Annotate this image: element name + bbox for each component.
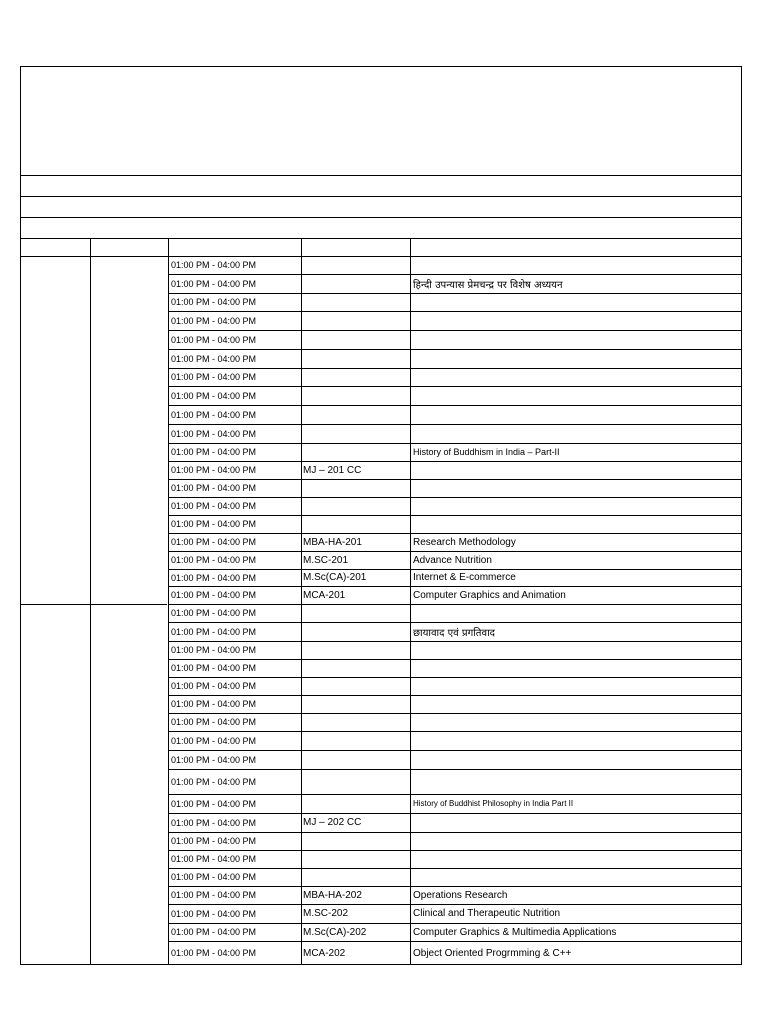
paper-code-cell [303, 750, 407, 769]
time-cell: 01:00 PM - 04:00 PM [171, 501, 257, 511]
table-row [169, 850, 741, 868]
paper-code-cell [303, 713, 407, 731]
table-row [169, 886, 741, 904]
subject-cell [413, 641, 737, 659]
table-row [169, 604, 741, 622]
time-cell: 01:00 PM - 04:00 PM [171, 278, 257, 289]
table-row [169, 677, 741, 695]
subject-cell: Research Methodology [413, 536, 516, 548]
subject-cell: History of Buddhist Philosophy in India Part II [413, 799, 574, 808]
header-divider [21, 217, 741, 218]
paper-code-cell: MBA-HA-202 [303, 889, 362, 901]
time-cell: 01:00 PM - 04:00 PM [171, 555, 257, 565]
paper-code-cell [303, 256, 407, 274]
time-cell: 01:00 PM - 04:00 PM [171, 519, 257, 529]
paper-code-cell [303, 659, 407, 677]
subject-cell [413, 479, 737, 497]
time-cell: 01:00 PM - 04:00 PM [171, 297, 257, 307]
time-cell: 01:00 PM - 04:00 PM [171, 590, 257, 600]
subject-cell [413, 461, 737, 479]
subject-cell [413, 386, 737, 405]
paper-code-cell [303, 641, 407, 659]
subject-cell: Computer Graphics & Multimedia Applications [413, 926, 617, 938]
subject-cell [413, 293, 737, 311]
time-cell: 01:00 PM - 04:00 PM [171, 626, 257, 637]
table-row [169, 695, 741, 713]
subject-cell [413, 731, 737, 750]
time-cell: 01:00 PM - 04:00 PM [171, 465, 257, 475]
paper-code-cell [303, 850, 407, 868]
paper-code-cell [303, 386, 407, 405]
subject-cell: हिन्दी उपन्यास प्रेमचन्द्र पर विशेष अध्ययन [413, 279, 563, 291]
subject-cell [413, 349, 737, 368]
table-row [169, 274, 741, 293]
subject-cell: Computer Graphics and Animation [413, 589, 566, 601]
time-cell: 01:00 PM - 04:00 PM [171, 927, 257, 937]
time-cell: 01:00 PM - 04:00 PM [171, 836, 257, 846]
table-row [169, 731, 741, 750]
subject-cell [413, 311, 737, 330]
paper-code-cell: MBA-HA-201 [303, 536, 362, 548]
table-row [169, 569, 741, 586]
paper-code-cell [303, 677, 407, 695]
header-divider [21, 238, 741, 239]
table-row [169, 659, 741, 677]
subject-cell: Advance Nutrition [413, 554, 492, 566]
header-divider [21, 175, 741, 176]
time-cell: 01:00 PM - 04:00 PM [171, 334, 257, 345]
table-row [169, 551, 741, 569]
time-cell: 01:00 PM - 04:00 PM [171, 260, 257, 270]
time-cell: 01:00 PM - 04:00 PM [171, 948, 257, 958]
time-cell: 01:00 PM - 04:00 PM [171, 854, 257, 864]
paper-code-cell [303, 293, 407, 311]
table-row [169, 293, 741, 311]
table-row [169, 479, 741, 497]
paper-code-cell [303, 868, 407, 886]
table-row [169, 622, 741, 641]
paper-code-cell: M.Sc(CA)-201 [303, 572, 367, 583]
table-row [169, 794, 741, 813]
subject-cell: History of Buddhism in India – Part-II [413, 447, 560, 457]
paper-code-cell [303, 622, 407, 641]
time-cell: 01:00 PM - 04:00 PM [171, 798, 257, 809]
table-row [169, 405, 741, 424]
subject-cell [413, 750, 737, 769]
table-row [169, 641, 741, 659]
table-row [169, 923, 741, 941]
table-row [169, 832, 741, 850]
paper-code-cell [303, 832, 407, 850]
table-row [169, 868, 741, 886]
subject-cell: छायावाद एवं प्रगतिवाद [413, 627, 495, 639]
table-row [169, 349, 741, 368]
paper-code-cell [303, 311, 407, 330]
time-cell: 01:00 PM - 04:00 PM [171, 572, 257, 583]
paper-code-cell [303, 274, 407, 293]
time-cell: 01:00 PM - 04:00 PM [171, 908, 257, 919]
subject-cell [413, 497, 737, 515]
paper-code-cell [303, 497, 407, 515]
table-row [169, 769, 741, 794]
column-divider [90, 238, 91, 964]
time-cell: 01:00 PM - 04:00 PM [171, 409, 257, 420]
paper-code-cell [303, 695, 407, 713]
subject-cell [413, 515, 737, 533]
paper-code-cell: MCA-202 [303, 947, 346, 959]
time-cell: 01:00 PM - 04:00 PM [171, 315, 257, 326]
paper-code-cell [303, 479, 407, 497]
time-cell: 01:00 PM - 04:00 PM [171, 372, 257, 382]
subject-cell [413, 604, 737, 622]
subject-cell [413, 713, 737, 731]
paper-code-cell [303, 794, 407, 813]
time-cell: 01:00 PM - 04:00 PM [171, 776, 257, 787]
subject-cell [413, 405, 737, 424]
time-cell: 01:00 PM - 04:00 PM [171, 699, 257, 709]
table-row [169, 461, 741, 479]
table-row [169, 497, 741, 515]
table-row [169, 941, 741, 965]
paper-code-cell [303, 443, 407, 461]
time-cell: 01:00 PM - 04:00 PM [171, 754, 257, 765]
time-cell: 01:00 PM - 04:00 PM [171, 735, 257, 746]
subject-cell [413, 330, 737, 349]
subject-cell [413, 659, 737, 677]
exam-timetable-sheet [20, 66, 742, 965]
table-row [169, 443, 741, 461]
paper-code-cell: MJ – 202 CC [303, 817, 362, 828]
subject-cell [413, 832, 737, 850]
table-row [169, 813, 741, 832]
time-cell: 01:00 PM - 04:00 PM [171, 608, 257, 618]
group-divider [21, 604, 167, 605]
paper-code-cell [303, 769, 407, 794]
time-cell: 01:00 PM - 04:00 PM [171, 717, 257, 727]
subject-cell [413, 868, 737, 886]
table-row [169, 368, 741, 386]
paper-code-cell [303, 731, 407, 750]
time-cell: 01:00 PM - 04:00 PM [171, 390, 257, 401]
subject-cell [413, 368, 737, 386]
time-cell: 01:00 PM - 04:00 PM [171, 353, 257, 364]
subject-cell [413, 256, 737, 274]
table-row [169, 533, 741, 551]
table-row [169, 515, 741, 533]
table-row [169, 256, 741, 274]
subject-cell [413, 424, 737, 443]
subject-cell [413, 813, 737, 832]
paper-code-cell: M.Sc(CA)-202 [303, 926, 367, 938]
header-divider [21, 196, 741, 197]
paper-code-cell: MCA-201 [303, 589, 346, 601]
subject-cell [413, 677, 737, 695]
table-row [169, 330, 741, 349]
paper-code-cell [303, 368, 407, 386]
paper-code-cell [303, 405, 407, 424]
table-row [169, 424, 741, 443]
subject-cell: Object Oriented Progrmming & C++ [413, 947, 572, 959]
paper-code-cell [303, 604, 407, 622]
time-cell: 01:00 PM - 04:00 PM [171, 663, 257, 673]
table-row [169, 386, 741, 405]
paper-code-cell [303, 349, 407, 368]
table-row [169, 586, 741, 604]
time-cell: 01:00 PM - 04:00 PM [171, 681, 257, 691]
time-cell: 01:00 PM - 04:00 PM [171, 645, 257, 655]
time-cell: 01:00 PM - 04:00 PM [171, 890, 257, 900]
time-cell: 01:00 PM - 04:00 PM [171, 447, 257, 457]
paper-code-cell [303, 515, 407, 533]
time-cell: 01:00 PM - 04:00 PM [171, 872, 257, 882]
table-row [169, 904, 741, 923]
paper-code-cell: MJ – 201 CC [303, 464, 362, 476]
table-row [169, 750, 741, 769]
paper-code-cell: M.SC-201 [303, 554, 349, 566]
time-cell: 01:00 PM - 04:00 PM [171, 483, 257, 493]
time-cell: 01:00 PM - 04:00 PM [171, 817, 257, 828]
time-cell: 01:00 PM - 04:00 PM [171, 537, 257, 547]
paper-code-cell [303, 424, 407, 443]
table-row [169, 713, 741, 731]
subject-cell [413, 850, 737, 868]
subject-cell: Operations Research [413, 889, 508, 901]
paper-code-cell: M.SC-202 [303, 908, 349, 919]
time-cell: 01:00 PM - 04:00 PM [171, 428, 257, 439]
subject-cell [413, 769, 737, 794]
table-row [169, 311, 741, 330]
paper-code-cell [303, 330, 407, 349]
subject-cell: Internet & E-commerce [413, 572, 516, 583]
subject-cell: Clinical and Therapeutic Nutrition [413, 908, 561, 919]
subject-cell [413, 695, 737, 713]
